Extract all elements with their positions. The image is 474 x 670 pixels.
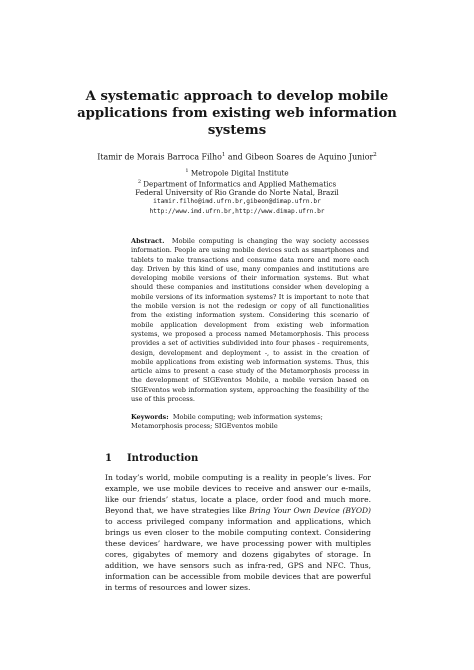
section-title: Introduction bbox=[127, 453, 199, 464]
author-name: Itamir de Morais Barroca Filho bbox=[97, 152, 222, 162]
keywords bbox=[131, 413, 369, 432]
abstract-text: Mobile computing is changing the way society accesses information. People are using mobile devices such as smartphones and tablets to make transactions and consume data more and more each day. Driven by this kind of use, many companies and institutions are developing mobile versions of their information systems. But what should these companies and institutions consider when developing a mobile versions of its information systems? It is important to note that the mobile version is not the redesign or copy of all functionalities from the existing information system. Considering this scenario of mobile application development from existing web information systems, we proposed a process named Metamorphosis. This process provides a set of activities subdivided into four phases - requirements, design, development and deployment -, to assist in the creation of mobile applications from existing web information systems. Thus, this article aims to present a case study of the Metamorphosis process in the development of SIGEventos Mobile, a mobile version based on SIGEventos web information system, approaching the feasibility of the use of this process. bbox=[131, 237, 369, 404]
intro-italic-term: Bring Your Own Device (BYOD) bbox=[249, 506, 371, 515]
affiliation-line: Federal University of Rio Grande do Norte Natal, Brazil bbox=[135, 188, 339, 198]
affiliation-mark: 2 bbox=[137, 178, 141, 185]
title-line: A systematic approach to develop mobile bbox=[85, 89, 389, 104]
affiliation-line bbox=[60, 167, 414, 178]
title-line: applications from existing web information bbox=[77, 106, 397, 121]
abstract bbox=[131, 237, 369, 404]
keywords-label: Keywords: bbox=[131, 413, 169, 421]
title-line: systems bbox=[207, 123, 267, 138]
section-heading bbox=[105, 452, 375, 465]
intro-text: In today’s world, mobile computing is a reality in people’s lives. For example, we use mobile devices to receive and answer our e-mails, like our friends’ status, locate a place, order food and much more. Beyond that, we have strategies like bbox=[105, 473, 371, 515]
keywords-text: Mobile computing; web information systems; Metamorphosis process; SIGEventos mobile bbox=[131, 413, 323, 431]
intro-text: to access privileged company information and applications, which brings us even closer to the mobile computing context. Considering these devices’ hardware, we have processing power with multiples cores, gigabytes of memory and dozens gigabytes of storage. In addition, we have sensors such as infra-red, GPS and NFC. Thus, information can be accessible from mobile devices that are powerful in terms of resources and lower sizes. bbox=[105, 517, 371, 592]
institution-urls[interactable]: http://www.imd.ufrn.br,http://www.dimap.ufrn.br bbox=[149, 207, 325, 215]
section-number: 1 bbox=[105, 453, 112, 464]
author-affiliation-mark: 2 bbox=[373, 152, 377, 158]
intro-paragraph bbox=[105, 472, 371, 593]
author-name: and Gibeon Soares de Aquino Junior bbox=[225, 152, 374, 162]
author-list bbox=[40, 150, 434, 163]
affiliation-text: Department of Informatics and Applied Mathematics bbox=[141, 178, 337, 188]
affiliation-mark: 1 bbox=[185, 168, 189, 174]
email-addresses[interactable]: itamir.filho@imd.ufrn.br,gibeon@dimap.ufrn.br bbox=[153, 198, 321, 206]
affiliation-text: Metropole Digital Institute bbox=[188, 168, 289, 178]
affiliation-line bbox=[60, 178, 414, 189]
author-affiliation-mark: 1 bbox=[221, 152, 226, 158]
affiliations bbox=[60, 167, 414, 216]
paper-title bbox=[60, 88, 414, 139]
abstract-label: Abstract. bbox=[131, 237, 165, 245]
